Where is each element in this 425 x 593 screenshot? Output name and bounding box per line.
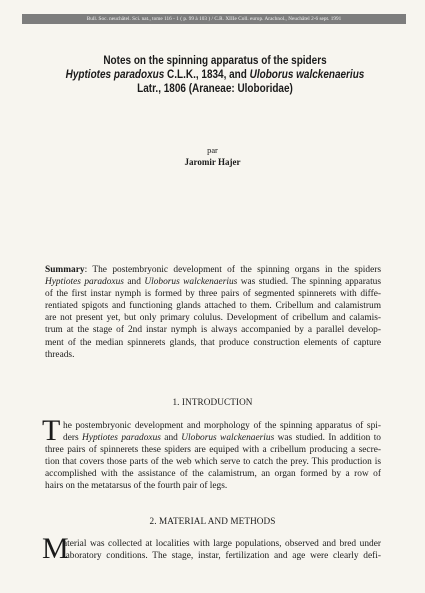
summary-line: Summary: The postembryonic development of the spinning organs in the spiders	[45, 265, 381, 275]
summary-paragraph	[45, 264, 381, 361]
section-heading-methods: 2. MATERIAL AND METHODS	[149, 516, 276, 526]
summary-line: Hyptiotes paradoxus and Uloborus walckenaerius was studied. The spinning apparatus	[45, 277, 382, 288]
summary-line: of the first instar nymph is formed by three pairs of segmented spinnerets with diffe-	[45, 289, 381, 300]
title-authority-1: C.L.K., 1834, and	[164, 68, 250, 81]
title-species-1: Hyptiotes paradoxus	[65, 68, 165, 81]
methods-line: laboratory conditions. The stage, instar, fertilization and age were clearly defi-	[63, 551, 381, 562]
journal-header-band	[22, 14, 406, 24]
journal-citation: Bull. Soc. neuchâtel. Sci. nat., tome 116 - 1 ( p. 99 à 103 ) / C.R. XIIIe Coll. europ. Arachnol., Neuchâtel 2-6 sept. 1991	[86, 16, 342, 22]
methods-line: aterial was collected at localities with large populations, observed and bred under	[63, 539, 381, 549]
dropcap-introduction: T	[42, 414, 61, 447]
title-species-2: Uloborus walckenaerius	[249, 68, 365, 81]
summary-line: are not present yet, but only primary colulus. Development of cribellum and calamis-	[45, 313, 381, 324]
intro-line: hairs on the metatarsus of the fourth pair of legs.	[45, 481, 228, 492]
intro-line: he postembryonic development and morphology of the spinning apparatus of spi-	[63, 421, 381, 431]
summary-label: Summary	[45, 265, 85, 275]
methods-paragraph	[45, 538, 381, 562]
summary-line: rentiated spigots and functioning glands attached to them. Cribellum and calamistrum	[45, 301, 381, 312]
article-title	[65, 54, 366, 96]
title-line-3: Latr., 1806 (Araneae: Uloboridae)	[137, 82, 293, 95]
dropcap-methods: M	[42, 532, 69, 565]
byline-par: par	[207, 146, 218, 155]
section-heading-introduction: 1. INTRODUCTION	[172, 397, 253, 407]
summary-line: ment of the median spinnerets glands, that produce construction elements of capture	[45, 337, 381, 348]
summary-line: threads.	[45, 349, 75, 360]
title-line-2	[65, 68, 366, 82]
summary-line: trum at the stage of 2nd instar nymph is always accompanied by a parallel develop-	[45, 325, 381, 336]
intro-line: ders Hyptiotes paradoxus and Uloborus walckenaerius was studied. In addition to	[63, 433, 381, 444]
author-name: Jaromir Hajer	[184, 157, 241, 167]
intro-line: tion that covers those parts of the web which serve to catch the prey. This production is	[45, 457, 381, 468]
intro-line: accomplished with the assistance of the calamistrum, an organ formed by a row of	[45, 469, 381, 480]
introduction-paragraph	[45, 420, 381, 493]
title-line-1: Notes on the spinning apparatus of the spiders	[103, 54, 327, 67]
intro-line: three pairs of spinnerets these spiders are equiped with a cribellum producing a secre-	[45, 445, 381, 456]
